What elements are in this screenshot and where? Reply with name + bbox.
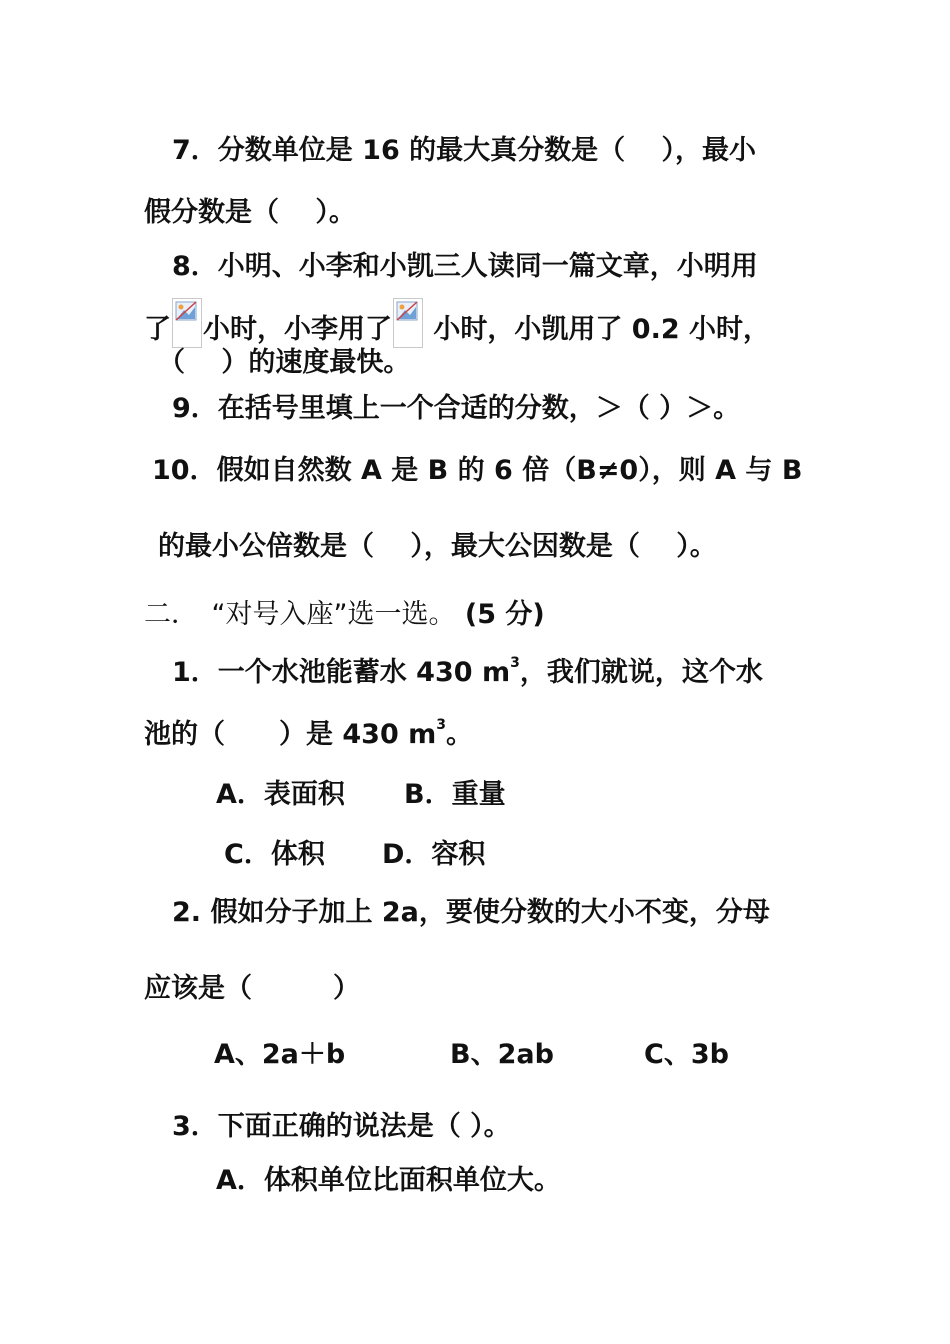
fraction-image-2 (393, 298, 423, 348)
s2q1-text-d: 。 (446, 719, 474, 750)
s2q1-line-2 (144, 718, 473, 752)
section-2-score: (5 分) (464, 599, 545, 630)
s2q2-line-1: 2. 假如分子加上 2a，要使分数的大小不变，分母 (172, 897, 770, 928)
q10-line-2: 的最小公倍数是（ ），最大公因数是（ ）。 (158, 531, 717, 562)
q8-text-a: 了 (144, 314, 171, 345)
q8-text-c: 小时，小凯用了 0.2 小时， (424, 314, 771, 345)
section-2-heading (144, 598, 545, 632)
q10-line-1: 10．假如自然数 A 是 B 的 6 倍（B≠0），则 A 与 B (152, 455, 803, 486)
s2q3-option-a: A．体积单位比面积单位大。 (216, 1165, 561, 1196)
s2q1-text-b: ，我们就说，这个水 (519, 657, 763, 688)
s2q2-line-2: 应该是（ ） (144, 973, 360, 1004)
s2q1-option-d: D．容积 (382, 839, 486, 870)
q8-text-b: 小时，小李用了 (203, 314, 392, 345)
section-2-title: 二． “对号入座”选一选。 (144, 599, 456, 630)
q8-line-2 (144, 298, 770, 348)
q7-line-1: 7．分数单位是 16 的最大真分数是（ ），最小 (172, 135, 757, 166)
s2q1-text-c: 池的（ ）是 430 m (144, 719, 437, 750)
s2q1-text-a: 1．一个水池能蓄水 430 m (172, 657, 511, 688)
superscript-3: 3 (510, 655, 520, 671)
s2q3-line-1: 3．下面正确的说法是（ ）。 (172, 1111, 511, 1142)
q9-line-1: 9．在括号里填上一个合适的分数，＞（ ）＞。 (172, 393, 741, 424)
s2q1-line-1 (172, 656, 763, 690)
s2q2-option-c: C、3b (644, 1039, 729, 1070)
s2q1-option-a: A．表面积 (216, 779, 345, 810)
fraction-image-1 (172, 298, 202, 348)
s2q1-option-c: C．体积 (224, 839, 325, 870)
q7-line-2: 假分数是（ ）。 (144, 197, 356, 228)
q8-line-1: 8．小明、小李和小凯三人读同一篇文章，小明用 (172, 251, 758, 282)
s2q1-option-b: B．重量 (404, 779, 506, 810)
q8-line-3: （ ）的速度最快。 (158, 347, 411, 378)
s2q2-option-b: B、2ab (450, 1039, 554, 1070)
superscript-3: 3 (436, 717, 447, 733)
s2q2-option-a: A、2a＋b (214, 1039, 346, 1070)
